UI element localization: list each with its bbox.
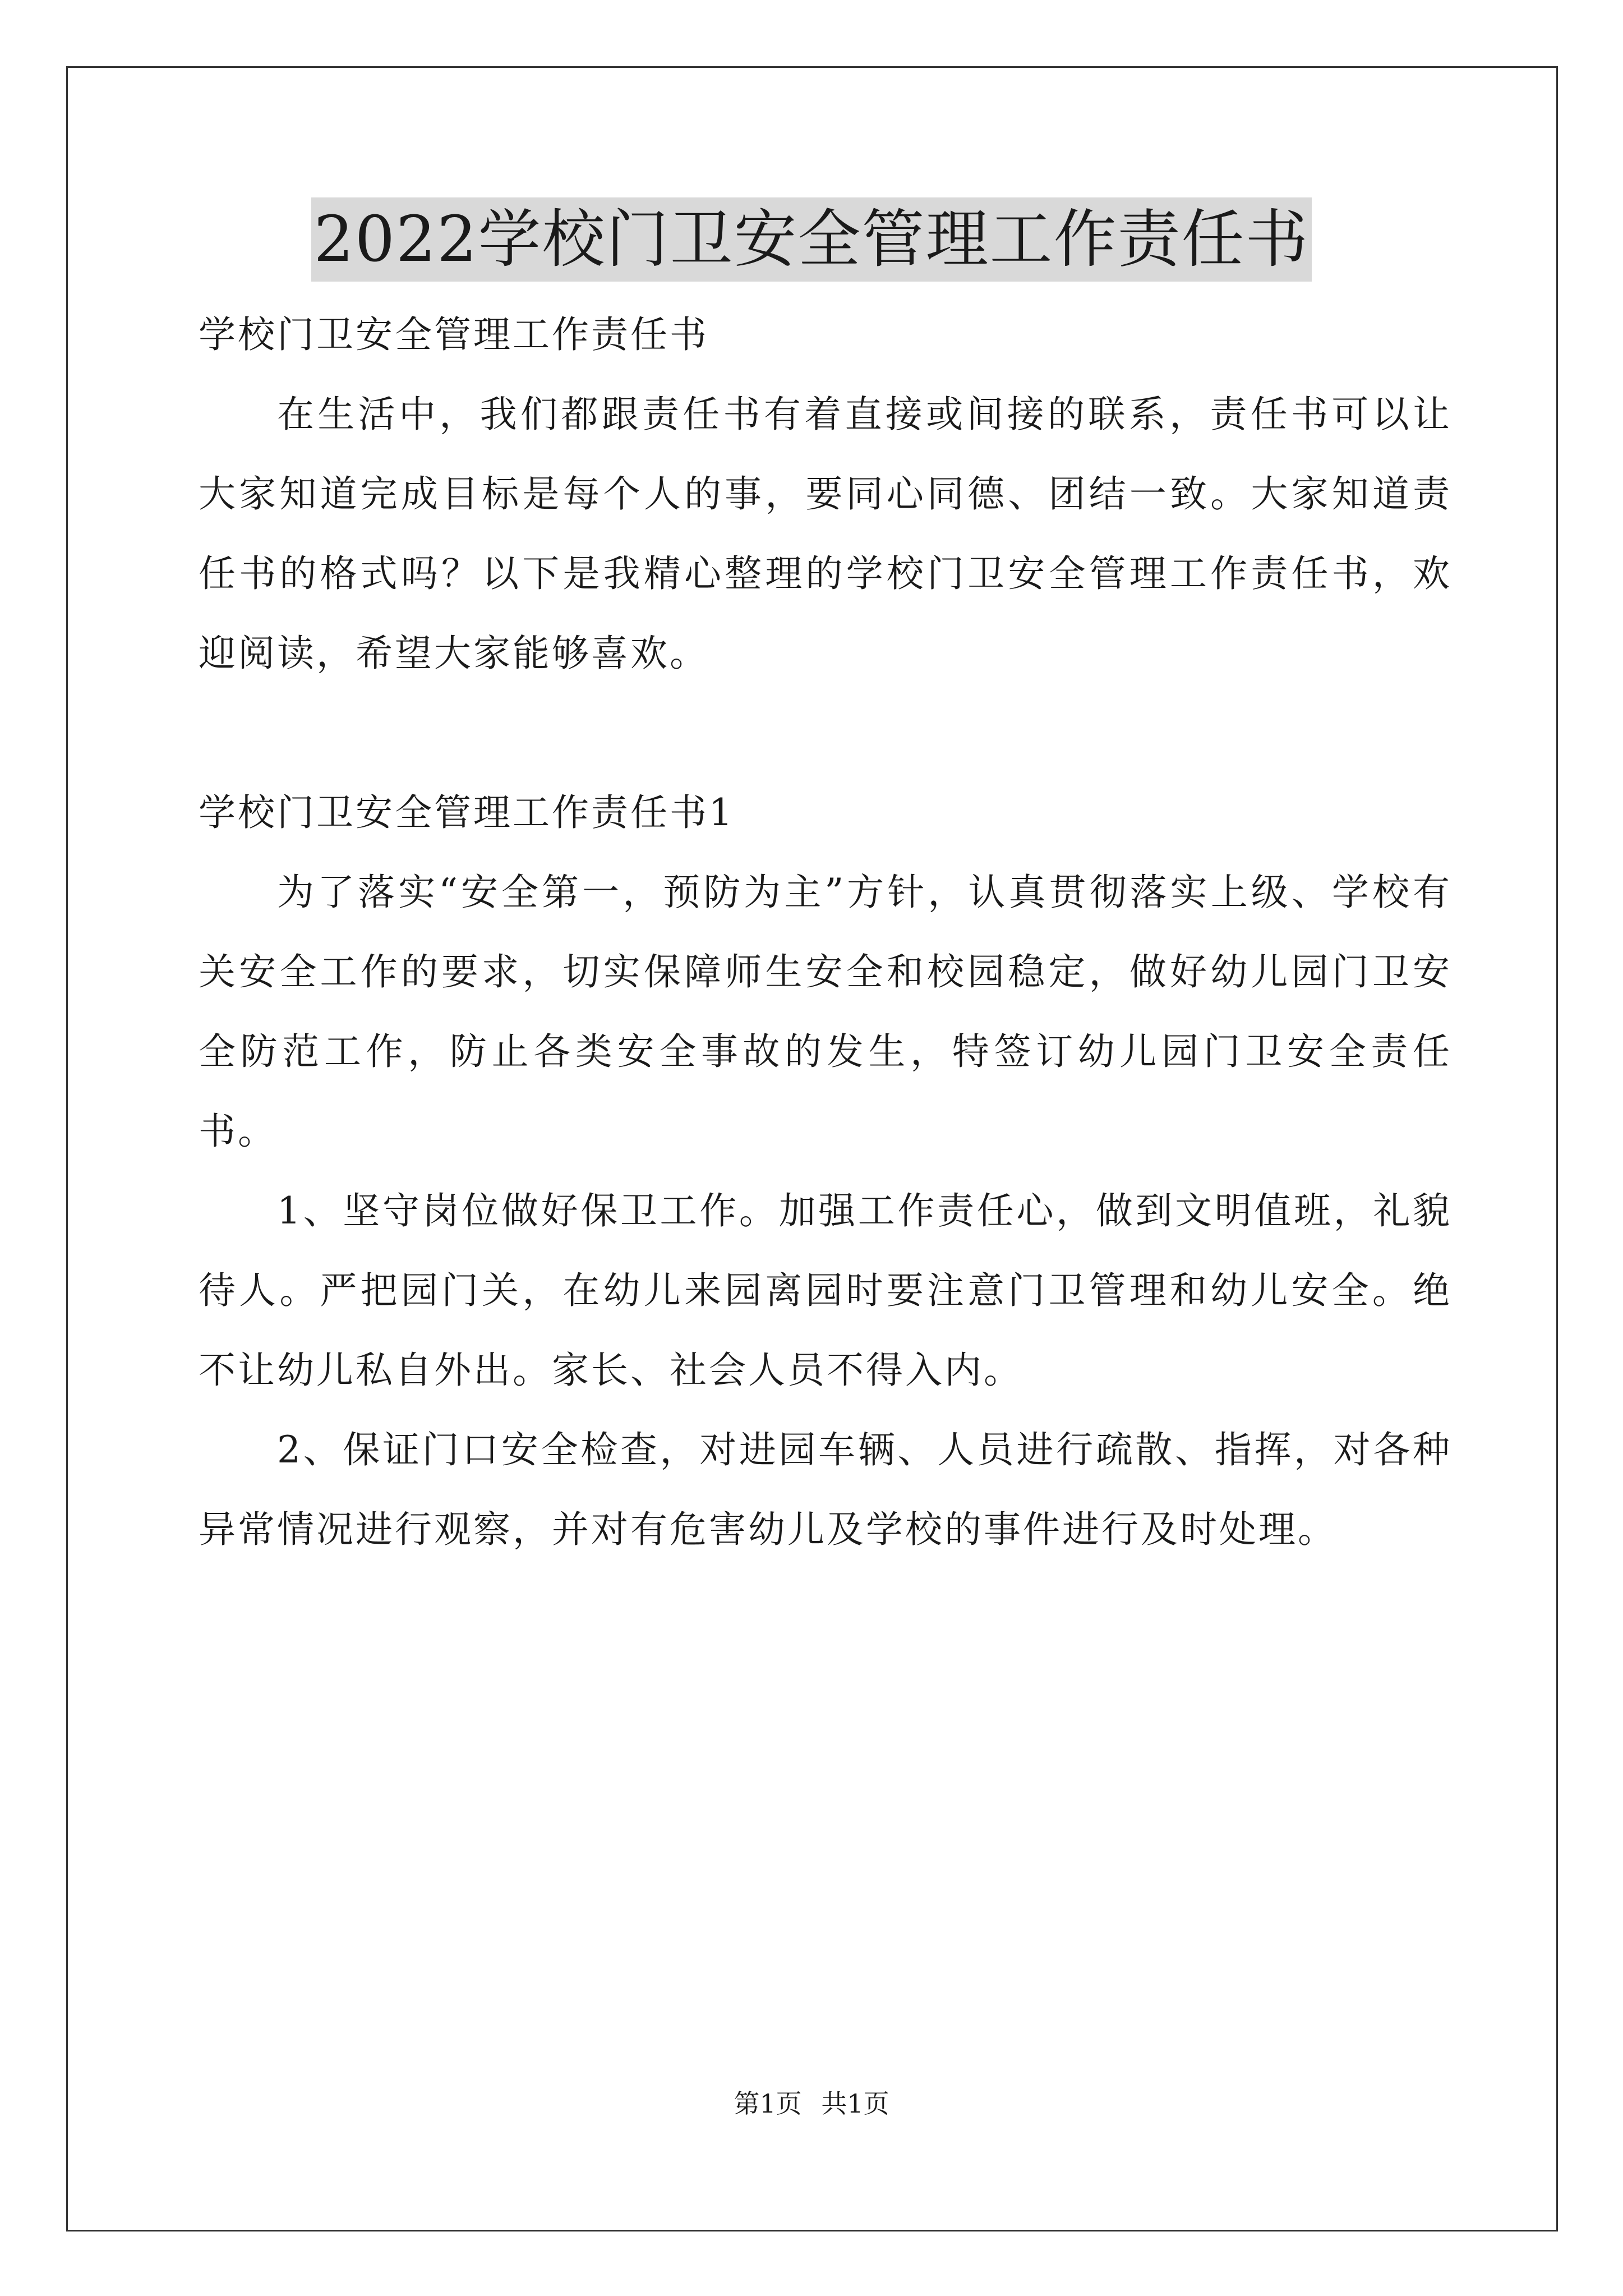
document-title: 2022学校门卫安全管理工作责任书	[311, 197, 1311, 282]
page-footer	[0, 2087, 1623, 2120]
page-number: 第1页	[734, 2088, 802, 2119]
title-container	[0, 197, 1623, 282]
document-body	[199, 295, 1452, 1570]
paragraph: 学校门卫安全管理工作责任书	[199, 313, 709, 356]
section-heading: 学校门卫安全管理工作责任书1	[199, 791, 735, 834]
paragraph: 在生活中，我们都跟责任书有着直接或间接的联系，责任书可以让大家知道完成目标是每个人的事，要同心同德、团结一致。大家知道责任书的格式吗？以下是我精心整理的学校门卫安全管理工作责任书，欢迎阅读，希望大家能够喜欢。	[199, 393, 1452, 675]
page-total: 共1页	[821, 2088, 889, 2119]
paragraph: 2、保证门口安全检查，对进园车辆、人员进行疏散、指挥，对各种异常情况进行观察，并对有危害幼儿及学校的事件进行及时处理。	[199, 1428, 1452, 1551]
paragraph: 为了落实“安全第一，预防为主”方针，认真贯彻落实上级、学校有关安全工作的要求，切实保障师生安全和校园稳定，做好幼儿园门卫安全防范工作，防止各类安全事故的发生，特签订幼儿园门卫安全责任书。	[199, 871, 1452, 1153]
paragraph: 1、坚守岗位做好保卫工作。加强工作责任心，做到文明值班，礼貌待人。严把园门关，在幼儿来园离园时要注意门卫管理和幼儿安全。绝不让幼儿私自外出。家长、社会人员不得入内。	[199, 1189, 1452, 1392]
